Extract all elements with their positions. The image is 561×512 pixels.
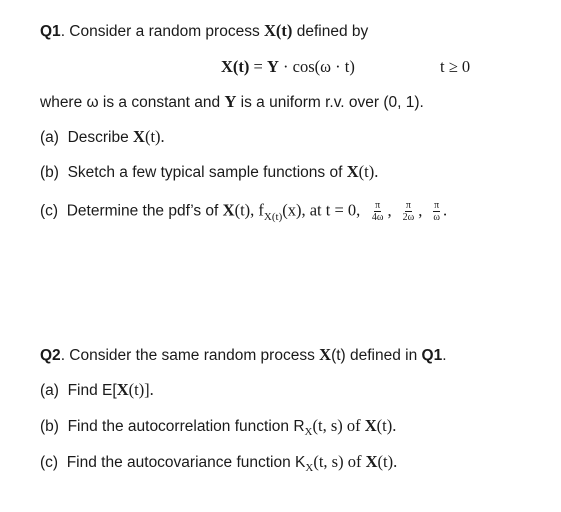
part-label: (c) <box>40 202 59 220</box>
q1-label: Q1 <box>40 23 61 40</box>
part-label: (a) <box>40 129 59 146</box>
q1-reference: Q1 <box>421 347 443 364</box>
q1-part-a: (a) Describe X(t). <box>40 127 165 146</box>
q2-label: Q2 <box>40 347 61 364</box>
time-domain: t ≥ 0 <box>440 57 471 76</box>
fraction-pi-over-omega: $\frac{\pi}{\omega}$ <box>433 200 440 223</box>
q2-part-b: (b) Find the autocorrelation function $R_X(t$, s) of X(t). <box>40 416 397 438</box>
part-label: (b) <box>40 418 59 435</box>
q2-part-a: (a) Find E[X(t)]. <box>40 380 154 399</box>
q2-statement: Q2. Consider the same random process X(t) defined in Q1. <box>40 345 447 364</box>
fraction-pi-over-2-omega: $\frac{\pi}{2\omega}$ <box>402 200 415 223</box>
q1-part-b: (b) Sketch a few typical sample functions of X(t). <box>40 162 379 181</box>
process-symbol: X(t) <box>264 21 293 40</box>
part-label: (c) <box>40 454 59 471</box>
fraction-pi-over-4-omega: $\frac{\pi}{4\omega}$ <box>371 200 384 223</box>
part-label: (b) <box>40 164 59 181</box>
process-equation: X(t) = Y · cos(ω · t) <box>221 57 355 76</box>
where-clause: where ω is a constant and Y is a uniform r.v. over (0, 1). <box>40 92 424 111</box>
part-label: (a) <box>40 382 59 399</box>
q2-part-c: (c) Find the autocovariance function $K_X(t$, s) of X(t). <box>40 452 398 474</box>
q1-part-c: (c) Determine the pdf’s of X(t), $f_{X(t)}(x)$, at t = 0, $\frac{\pi}{4\omega}$ , $\frac{\pi}{2\omega}$ , $\frac{\pi}{\omega}$ . <box>40 200 448 223</box>
q1-statement: Q1. Consider a random process X(t) defined by <box>40 21 369 40</box>
